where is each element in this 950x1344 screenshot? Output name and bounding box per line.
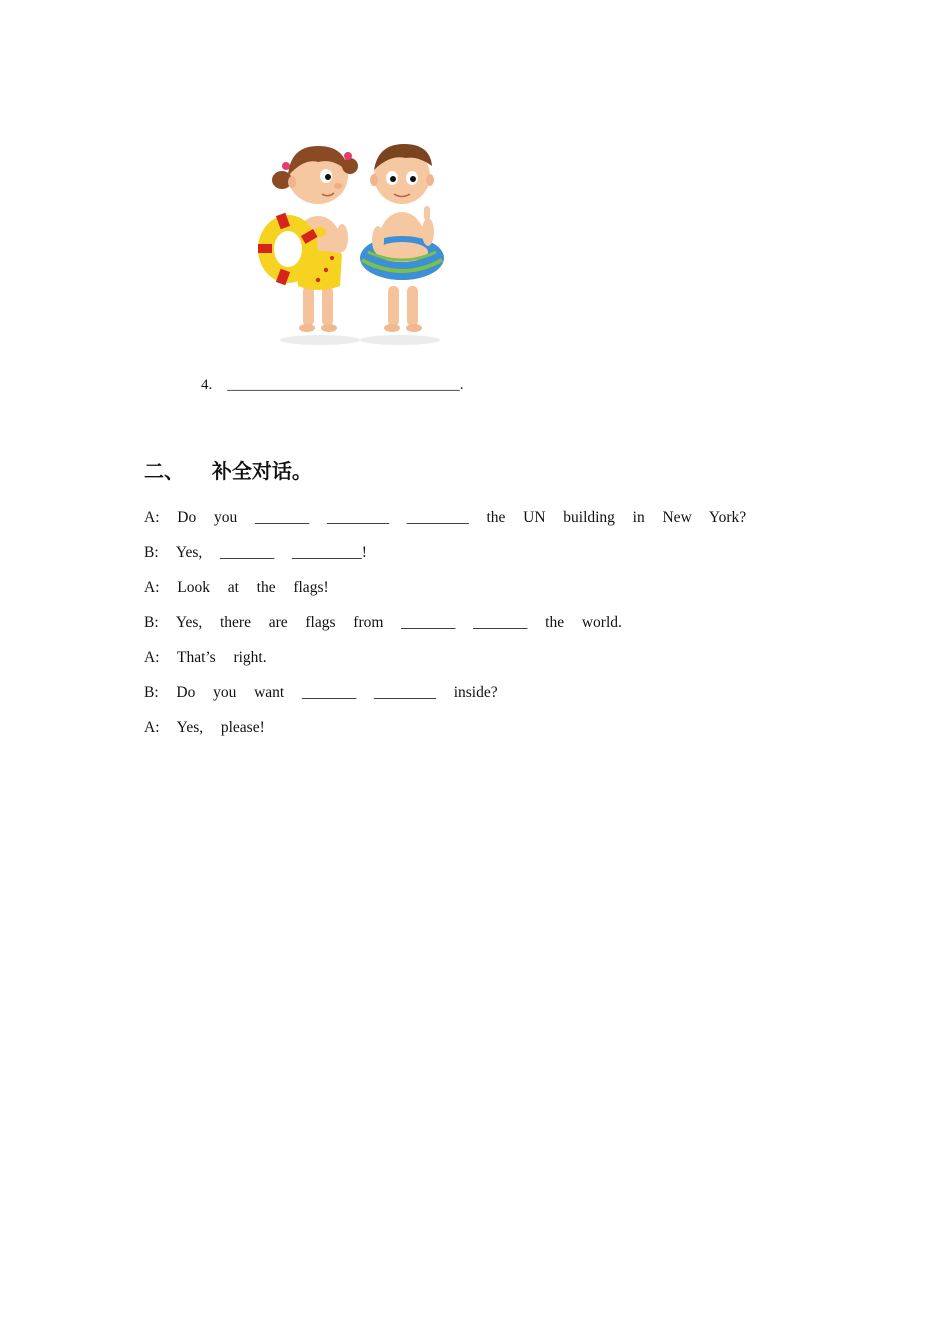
section-title: 补全对话。 xyxy=(211,459,312,483)
girl-figure xyxy=(258,146,358,332)
dialogue-line: B: Yes, _______ _________! xyxy=(144,544,367,561)
question-number: 4. xyxy=(201,377,213,393)
boy-figure xyxy=(360,144,444,332)
section-marker: 二、 xyxy=(144,459,184,483)
dialogue-line: A: Yes, please! xyxy=(144,719,265,736)
section-heading xyxy=(144,455,312,484)
dialogue-line: B: Yes, there are flags from _______ _______ the world. xyxy=(144,614,622,631)
dialogue-line: A: Do you _______ ________ ________ the UN building in New York? xyxy=(144,509,747,526)
dialogue-line: A: That’s right. xyxy=(144,649,267,666)
dialogue-line: B: Do you want _______ ________ inside? xyxy=(144,684,498,701)
dialogue xyxy=(144,508,746,753)
children-swim-rings-illustration xyxy=(248,136,458,348)
question-4 xyxy=(201,377,464,394)
answer-blank: _______________________________. xyxy=(227,377,464,393)
dialogue-line: A: Look at the flags! xyxy=(144,579,329,596)
